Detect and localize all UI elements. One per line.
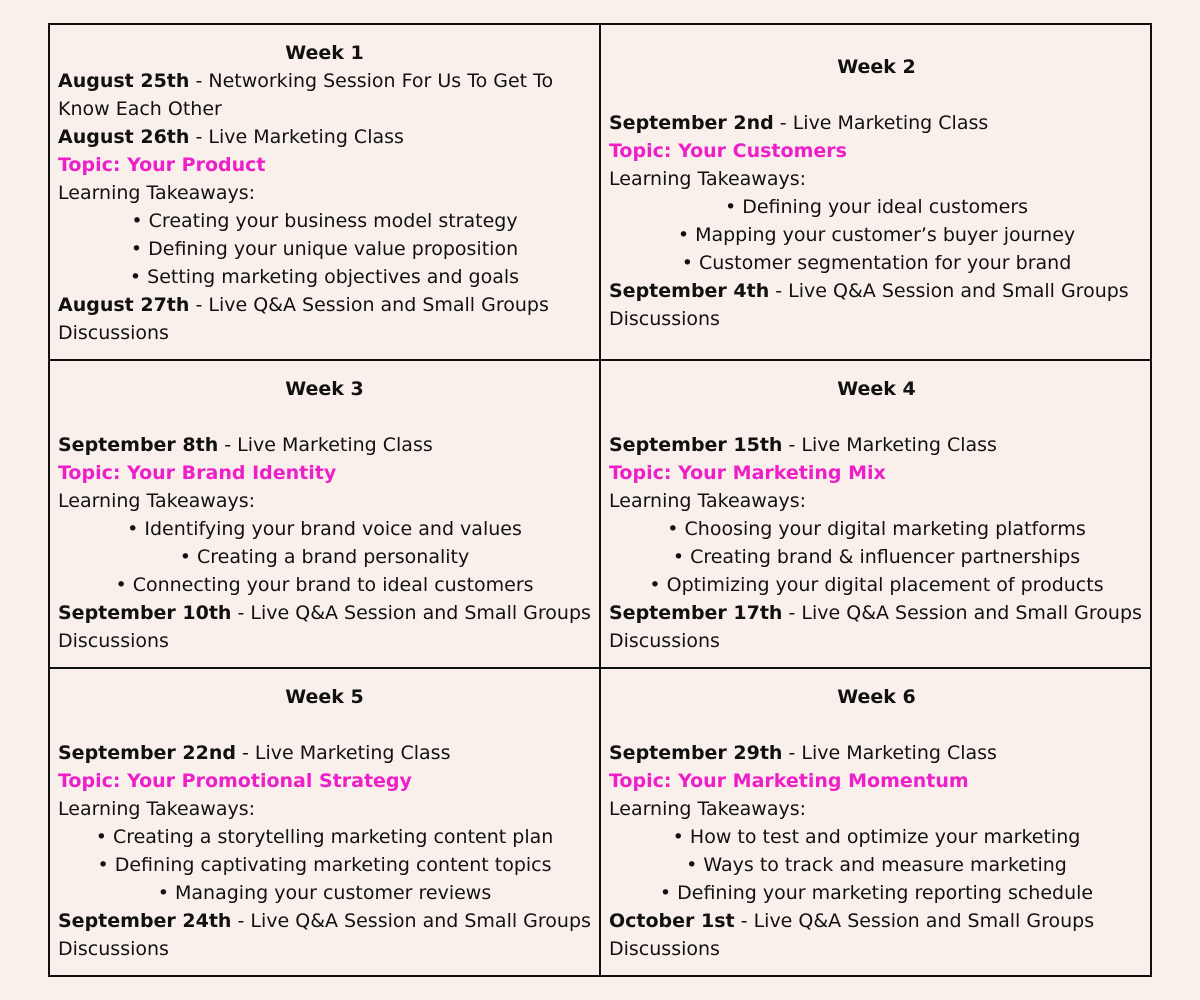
- topic-heading: Topic: Your Marketing Mix: [609, 462, 886, 484]
- takeaways-list: [58, 515, 591, 599]
- qa-date: October 1st: [609, 910, 735, 932]
- takeaway-item: • Defining captivating marketing content topics: [58, 851, 591, 879]
- topic-heading: Topic: Your Customers: [609, 140, 847, 162]
- week-1-cell: [50, 25, 601, 361]
- takeaway-item: • Defining your marketing reporting schedule: [609, 879, 1144, 907]
- week-title: Week 1: [285, 42, 364, 64]
- week-5-cell: [50, 669, 601, 975]
- class-date: August 26th: [58, 126, 190, 148]
- class-description: - Live Marketing Class: [782, 742, 997, 764]
- class-line: [58, 739, 591, 767]
- qa-description: - Live Q&A Session and Small Groups Discussions: [609, 602, 1142, 652]
- class-line: [609, 739, 1144, 767]
- takeaways-label: Learning Takeaways:: [609, 490, 807, 512]
- session-description: - Networking Session For Us To Get To Know Each Other: [58, 70, 554, 120]
- qa-line: [609, 277, 1144, 333]
- takeaway-item: • Ways to track and measure marketing: [609, 851, 1144, 879]
- takeaway-item: • Optimizing your digital placement of products: [609, 571, 1144, 599]
- topic-heading: Topic: Your Promotional Strategy: [58, 770, 412, 792]
- session-date: August 25th: [58, 70, 190, 92]
- class-date: September 22nd: [58, 742, 236, 764]
- takeaway-item: • Setting marketing objectives and goals: [58, 263, 591, 291]
- takeaways-list: [609, 515, 1144, 599]
- class-date: September 2nd: [609, 112, 774, 134]
- takeaway-item: • Choosing your digital marketing platforms: [609, 515, 1144, 543]
- class-line: [58, 431, 591, 459]
- qa-description: - Live Q&A Session and Small Groups Discussions: [609, 910, 1095, 960]
- week-title: Week 6: [837, 686, 916, 708]
- class-description: - Live Marketing Class: [189, 126, 404, 148]
- qa-line: [609, 907, 1144, 963]
- class-description: - Live Marketing Class: [773, 112, 989, 134]
- takeaways-label: Learning Takeaways:: [58, 490, 256, 512]
- week-4-cell: [601, 361, 1152, 669]
- takeaway-item: • Creating your business model strategy: [58, 207, 591, 235]
- qa-line: [58, 599, 591, 655]
- week-title: Week 5: [285, 686, 364, 708]
- qa-date: August 27th: [58, 294, 190, 316]
- takeaways-list: [609, 823, 1144, 907]
- takeaways-list: [58, 207, 591, 291]
- takeaway-item: • Creating a brand personality: [58, 543, 591, 571]
- topic-heading: Topic: Your Marketing Momentum: [609, 770, 969, 792]
- takeaway-item: • Managing your customer reviews: [58, 879, 591, 907]
- class-date: September 15th: [609, 434, 783, 456]
- week-2-cell: [601, 25, 1152, 361]
- class-date: September 29th: [609, 742, 783, 764]
- class-description: - Live Marketing Class: [782, 434, 997, 456]
- takeaway-item: • Defining your unique value proposition: [58, 235, 591, 263]
- takeaways-list: [609, 193, 1144, 277]
- schedule-table: [48, 23, 1152, 977]
- topic-heading: Topic: Your Brand Identity: [58, 462, 337, 484]
- takeaways-label: Learning Takeaways:: [609, 798, 807, 820]
- takeaway-item: • Connecting your brand to ideal customers: [58, 571, 591, 599]
- takeaway-item: • Customer segmentation for your brand: [609, 249, 1144, 277]
- qa-description: - Live Q&A Session and Small Groups Discussions: [58, 910, 591, 960]
- week-title: Week 2: [837, 56, 916, 78]
- class-description: - Live Marketing Class: [235, 742, 451, 764]
- takeaways-label: Learning Takeaways:: [58, 182, 256, 204]
- qa-line: [609, 599, 1144, 655]
- qa-date: September 10th: [58, 602, 232, 624]
- qa-description: - Live Q&A Session and Small Groups Discussions: [58, 294, 549, 344]
- takeaways-label: Learning Takeaways:: [58, 798, 256, 820]
- class-description: - Live Marketing Class: [218, 434, 433, 456]
- qa-description: - Live Q&A Session and Small Groups Discussions: [609, 280, 1129, 330]
- week-3-cell: [50, 361, 601, 669]
- class-line: [609, 109, 1144, 137]
- takeaway-item: • Creating brand & influencer partnerships: [609, 543, 1144, 571]
- week-6-cell: [601, 669, 1152, 975]
- networking-session-line: [58, 67, 591, 123]
- qa-line: [58, 291, 591, 347]
- qa-date: September 24th: [58, 910, 232, 932]
- qa-line: [58, 907, 591, 963]
- class-date: September 8th: [58, 434, 219, 456]
- week-title: Week 3: [285, 378, 364, 400]
- qa-date: September 4th: [609, 280, 770, 302]
- qa-date: September 17th: [609, 602, 783, 624]
- class-line: [58, 123, 591, 151]
- takeaway-item: • Identifying your brand voice and values: [58, 515, 591, 543]
- qa-description: - Live Q&A Session and Small Groups Discussions: [58, 602, 591, 652]
- takeaway-item: • Defining your ideal customers: [609, 193, 1144, 221]
- topic-heading: Topic: Your Product: [58, 154, 266, 176]
- takeaway-item: • Mapping your customer’s buyer journey: [609, 221, 1144, 249]
- takeaway-item: • Creating a storytelling marketing content plan: [58, 823, 591, 851]
- takeaways-list: [58, 823, 591, 907]
- class-line: [609, 431, 1144, 459]
- takeaway-item: • How to test and optimize your marketing: [609, 823, 1144, 851]
- week-title: Week 4: [837, 378, 916, 400]
- takeaways-label: Learning Takeaways:: [609, 168, 807, 190]
